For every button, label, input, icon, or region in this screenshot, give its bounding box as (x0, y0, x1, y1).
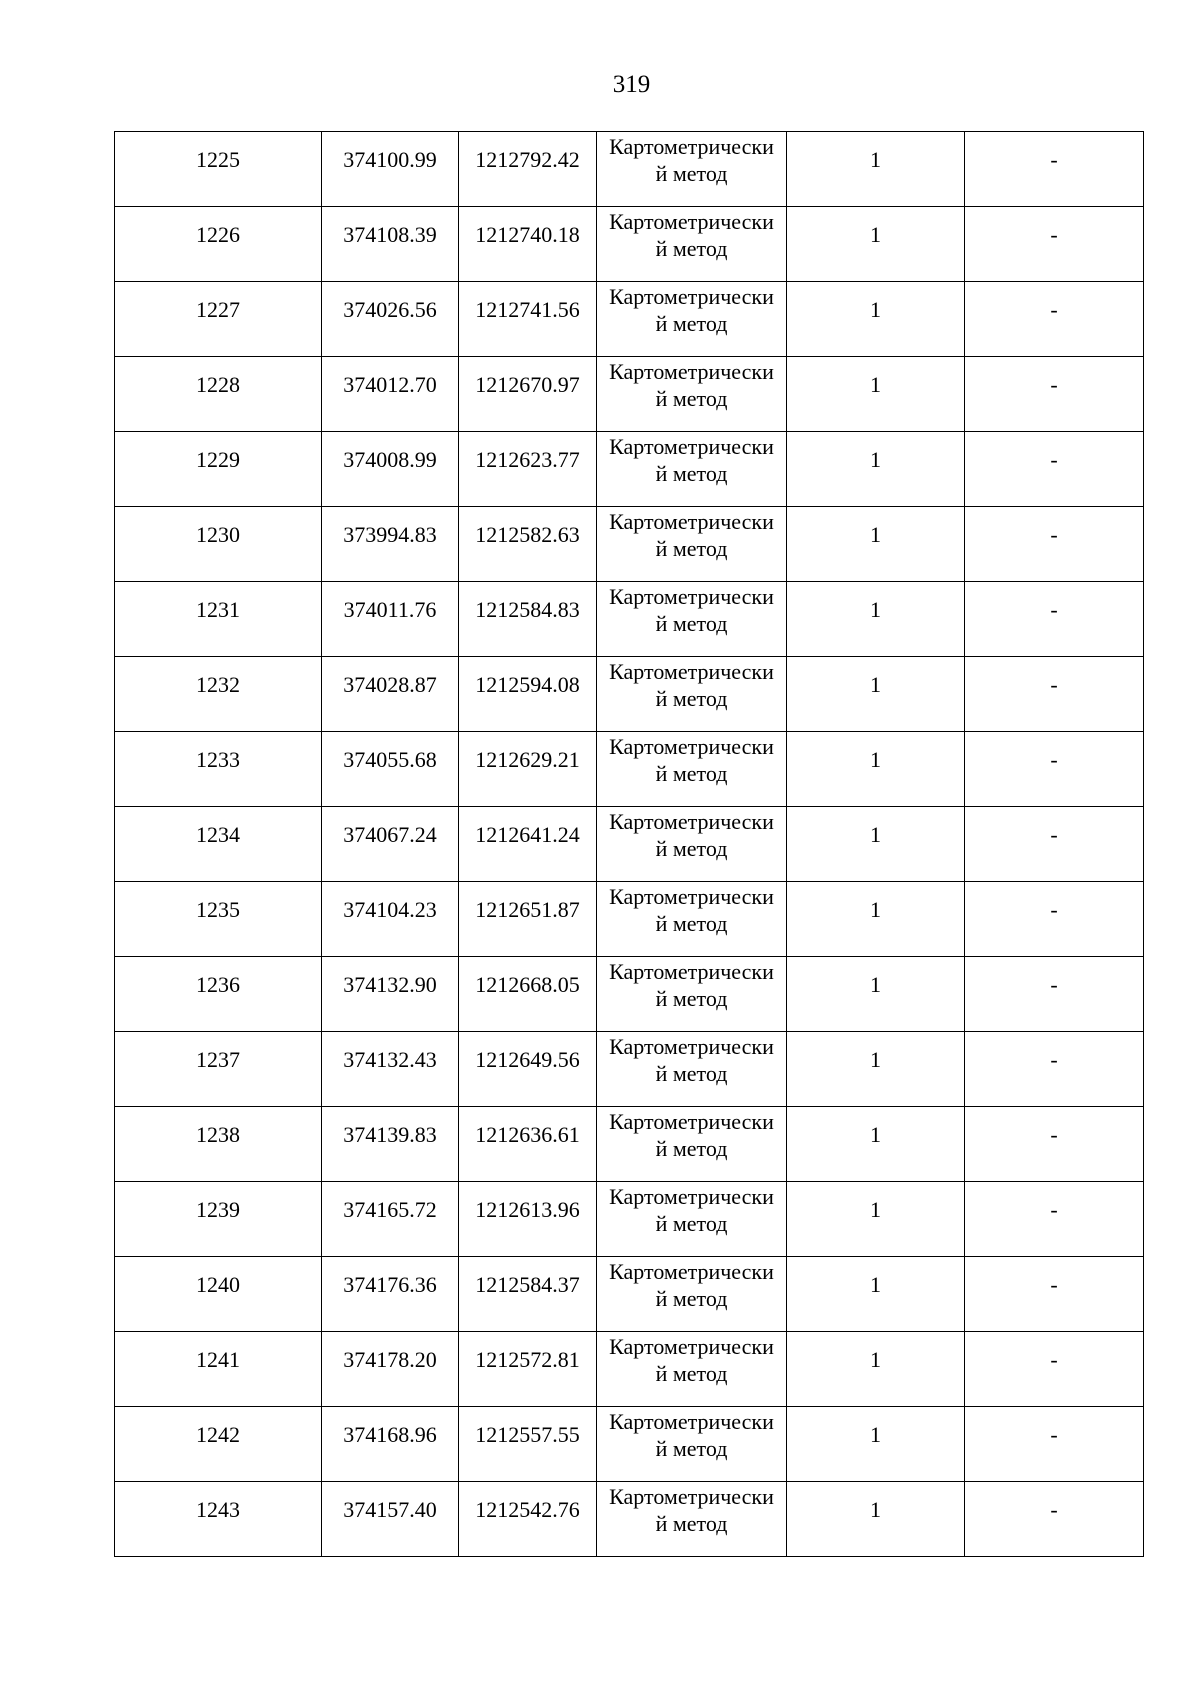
accuracy-cell: 1 (787, 732, 965, 807)
note-cell: - (965, 132, 1144, 207)
accuracy-cell: 1 (787, 1482, 965, 1557)
x-coordinate-cell: 374104.23 (322, 882, 459, 957)
accuracy-cell: 1 (787, 657, 965, 732)
table-row (115, 282, 1144, 357)
y-coordinate-cell: 1212651.87 (459, 882, 597, 957)
note-cell: - (965, 207, 1144, 282)
x-coordinate-cell: 374067.24 (322, 807, 459, 882)
method-cell (597, 732, 787, 807)
note-cell: - (965, 582, 1144, 657)
table-row (115, 807, 1144, 882)
note-cell: - (965, 657, 1144, 732)
y-coordinate-cell: 1212557.55 (459, 1407, 597, 1482)
method-text-line1: Картометрически (609, 734, 774, 759)
point-id-cell: 1242 (115, 1407, 322, 1482)
point-id-cell: 1232 (115, 657, 322, 732)
y-coordinate-cell: 1212636.61 (459, 1107, 597, 1182)
point-id-cell: 1230 (115, 507, 322, 582)
accuracy-cell: 1 (787, 1032, 965, 1107)
table-row (115, 732, 1144, 807)
x-coordinate-cell: 374168.96 (322, 1407, 459, 1482)
y-coordinate-cell: 1212740.18 (459, 207, 597, 282)
note-cell: - (965, 357, 1144, 432)
method-text-line1: Картометрически (609, 1259, 774, 1284)
method-cell (597, 432, 787, 507)
method-cell (597, 1332, 787, 1407)
table-row (115, 132, 1144, 207)
method-text-line2: й метод (655, 311, 728, 336)
y-coordinate-cell: 1212668.05 (459, 957, 597, 1032)
note-cell: - (965, 507, 1144, 582)
method-text-line1: Картометрически (609, 959, 774, 984)
method-cell (597, 1482, 787, 1557)
point-id-cell: 1228 (115, 357, 322, 432)
method-text-line2: й метод (655, 1436, 728, 1461)
note-cell: - (965, 882, 1144, 957)
method-text-line2: й метод (655, 686, 728, 711)
method-text-line1: Картометрически (609, 284, 774, 309)
method-text-line2: й метод (655, 386, 728, 411)
method-text-line1: Картометрически (609, 359, 774, 384)
accuracy-cell: 1 (787, 957, 965, 1032)
method-cell (597, 1107, 787, 1182)
method-cell (597, 282, 787, 357)
method-text-line1: Картометрически (609, 1409, 774, 1434)
y-coordinate-cell: 1212542.76 (459, 1482, 597, 1557)
method-cell (597, 1182, 787, 1257)
note-cell: - (965, 1107, 1144, 1182)
accuracy-cell: 1 (787, 1332, 965, 1407)
point-id-cell: 1239 (115, 1182, 322, 1257)
note-cell: - (965, 1482, 1144, 1557)
note-cell: - (965, 1407, 1144, 1482)
method-text-line2: й метод (655, 161, 728, 186)
method-cell (597, 1032, 787, 1107)
x-coordinate-cell: 374176.36 (322, 1257, 459, 1332)
accuracy-cell: 1 (787, 1257, 965, 1332)
x-coordinate-cell: 374026.56 (322, 282, 459, 357)
point-id-cell: 1226 (115, 207, 322, 282)
y-coordinate-cell: 1212584.37 (459, 1257, 597, 1332)
method-text-line2: й метод (655, 1211, 728, 1236)
method-text-line1: Картометрически (609, 884, 774, 909)
accuracy-cell: 1 (787, 357, 965, 432)
point-id-cell: 1237 (115, 1032, 322, 1107)
note-cell: - (965, 957, 1144, 1032)
x-coordinate-cell: 374011.76 (322, 582, 459, 657)
y-coordinate-cell: 1212584.83 (459, 582, 597, 657)
x-coordinate-cell: 374139.83 (322, 1107, 459, 1182)
point-id-cell: 1236 (115, 957, 322, 1032)
method-cell (597, 957, 787, 1032)
method-text-line2: й метод (655, 836, 728, 861)
method-text-line1: Картометрически (609, 1484, 774, 1509)
table-row (115, 1107, 1144, 1182)
table-row (115, 657, 1144, 732)
point-id-cell: 1233 (115, 732, 322, 807)
note-cell: - (965, 432, 1144, 507)
point-id-cell: 1235 (115, 882, 322, 957)
y-coordinate-cell: 1212572.81 (459, 1332, 597, 1407)
method-text-line2: й метод (655, 986, 728, 1011)
table-row (115, 1407, 1144, 1482)
y-coordinate-cell: 1212649.56 (459, 1032, 597, 1107)
method-text-line2: й метод (655, 1361, 728, 1386)
table-row (115, 207, 1144, 282)
method-text-line2: й метод (655, 761, 728, 786)
table-row (115, 432, 1144, 507)
y-coordinate-cell: 1212623.77 (459, 432, 597, 507)
method-text-line2: й метод (655, 611, 728, 636)
method-text-line2: й метод (655, 1511, 728, 1536)
method-text-line1: Картометрически (609, 1034, 774, 1059)
table-row (115, 882, 1144, 957)
coordinates-table (114, 131, 1144, 1557)
table-row (115, 582, 1144, 657)
y-coordinate-cell: 1212613.96 (459, 1182, 597, 1257)
x-coordinate-cell: 374165.72 (322, 1182, 459, 1257)
accuracy-cell: 1 (787, 1107, 965, 1182)
method-cell (597, 1257, 787, 1332)
point-id-cell: 1234 (115, 807, 322, 882)
note-cell: - (965, 1257, 1144, 1332)
method-text-line1: Картометрически (609, 1109, 774, 1134)
method-text-line1: Картометрически (609, 1334, 774, 1359)
method-cell (597, 507, 787, 582)
accuracy-cell: 1 (787, 432, 965, 507)
point-id-cell: 1241 (115, 1332, 322, 1407)
x-coordinate-cell: 374132.90 (322, 957, 459, 1032)
y-coordinate-cell: 1212670.97 (459, 357, 597, 432)
method-text-line1: Картометрически (609, 434, 774, 459)
method-text-line2: й метод (655, 236, 728, 261)
x-coordinate-cell: 374012.70 (322, 357, 459, 432)
table-row (115, 957, 1144, 1032)
method-text-line2: й метод (655, 1136, 728, 1161)
note-cell: - (965, 807, 1144, 882)
point-id-cell: 1238 (115, 1107, 322, 1182)
point-id-cell: 1240 (115, 1257, 322, 1332)
table-row (115, 357, 1144, 432)
table-row (115, 1032, 1144, 1107)
y-coordinate-cell: 1212594.08 (459, 657, 597, 732)
method-cell (597, 657, 787, 732)
x-coordinate-cell: 374055.68 (322, 732, 459, 807)
method-text-line2: й метод (655, 461, 728, 486)
note-cell: - (965, 1182, 1144, 1257)
accuracy-cell: 1 (787, 282, 965, 357)
method-cell (597, 582, 787, 657)
accuracy-cell: 1 (787, 882, 965, 957)
method-text-line1: Картометрически (609, 134, 774, 159)
x-coordinate-cell: 374157.40 (322, 1482, 459, 1557)
point-id-cell: 1227 (115, 282, 322, 357)
accuracy-cell: 1 (787, 807, 965, 882)
method-cell (597, 207, 787, 282)
method-text-line2: й метод (655, 911, 728, 936)
point-id-cell: 1231 (115, 582, 322, 657)
y-coordinate-cell: 1212641.24 (459, 807, 597, 882)
method-cell (597, 882, 787, 957)
method-text-line2: й метод (655, 1061, 728, 1086)
y-coordinate-cell: 1212792.42 (459, 132, 597, 207)
method-text-line1: Картометрически (609, 584, 774, 609)
method-text-line1: Картометрически (609, 209, 774, 234)
x-coordinate-cell: 374178.20 (322, 1332, 459, 1407)
method-cell (597, 807, 787, 882)
x-coordinate-cell: 374100.99 (322, 132, 459, 207)
x-coordinate-cell: 374008.99 (322, 432, 459, 507)
accuracy-cell: 1 (787, 1407, 965, 1482)
method-cell (597, 132, 787, 207)
method-text-line1: Картометрически (609, 509, 774, 534)
table-body (115, 132, 1144, 1557)
x-coordinate-cell: 374132.43 (322, 1032, 459, 1107)
point-id-cell: 1229 (115, 432, 322, 507)
y-coordinate-cell: 1212741.56 (459, 282, 597, 357)
table-row (115, 1257, 1144, 1332)
point-id-cell: 1243 (115, 1482, 322, 1557)
method-text-line2: й метод (655, 1286, 728, 1311)
note-cell: - (965, 1032, 1144, 1107)
accuracy-cell: 1 (787, 507, 965, 582)
point-id-cell: 1225 (115, 132, 322, 207)
accuracy-cell: 1 (787, 582, 965, 657)
note-cell: - (965, 1332, 1144, 1407)
method-cell (597, 1407, 787, 1482)
method-cell (597, 357, 787, 432)
accuracy-cell: 1 (787, 132, 965, 207)
method-text-line2: й метод (655, 536, 728, 561)
y-coordinate-cell: 1212629.21 (459, 732, 597, 807)
x-coordinate-cell: 374028.87 (322, 657, 459, 732)
x-coordinate-cell: 374108.39 (322, 207, 459, 282)
method-text-line1: Картометрически (609, 809, 774, 834)
table-row (115, 507, 1144, 582)
method-text-line1: Картометрически (609, 1184, 774, 1209)
method-text-line1: Картометрически (609, 659, 774, 684)
note-cell: - (965, 732, 1144, 807)
note-cell: - (965, 282, 1144, 357)
table-row (115, 1182, 1144, 1257)
table-row (115, 1482, 1144, 1557)
accuracy-cell: 1 (787, 207, 965, 282)
accuracy-cell: 1 (787, 1182, 965, 1257)
y-coordinate-cell: 1212582.63 (459, 507, 597, 582)
page-number: 319 (612, 71, 651, 98)
table-row (115, 1332, 1144, 1407)
x-coordinate-cell: 373994.83 (322, 507, 459, 582)
